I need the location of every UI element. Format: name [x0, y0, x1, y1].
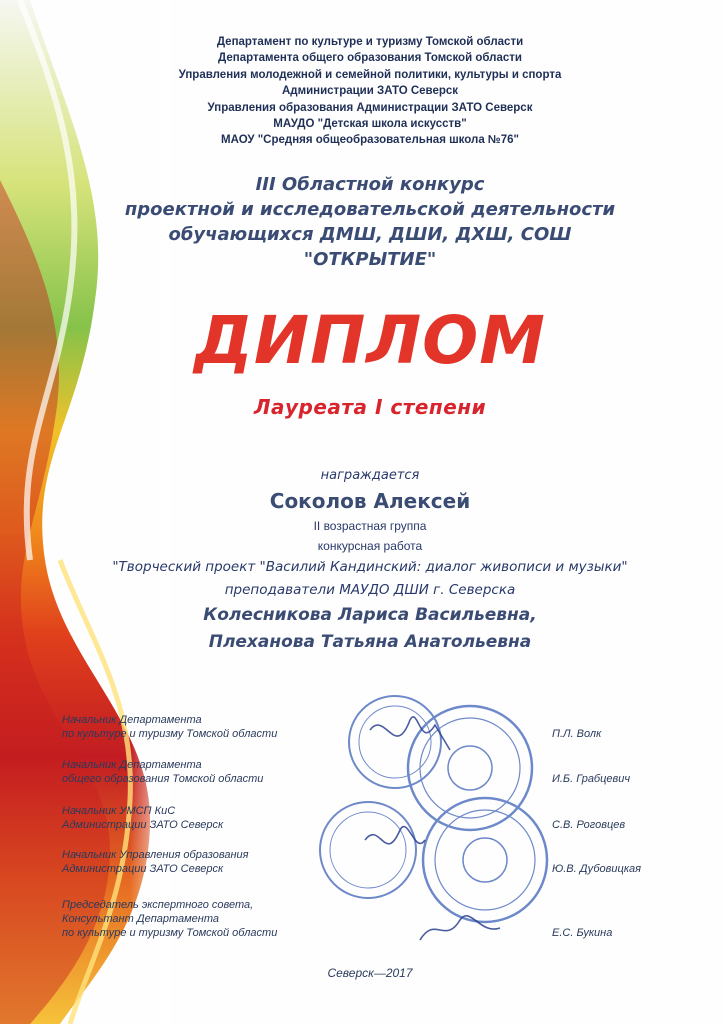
- signatory-position: [62, 848, 362, 876]
- teacher-name: Плеханова Татьяна Анатольевна: [208, 632, 532, 652]
- signatory-name: Ю.В. Дубовицкая: [552, 863, 642, 875]
- organizer-line: Управления молодежной и семейной политики, культуры и спорта: [178, 68, 562, 81]
- work-title: "Творческий проект "Василий Кандинский: диалог живописи и музыки": [112, 559, 628, 575]
- awardee-name: Соколов Алексей: [269, 489, 471, 513]
- signatory-position-line: по культуре и туризму Томской области: [62, 927, 278, 939]
- organizer-line: Администрации ЗАТО Северск: [281, 85, 459, 98]
- diploma-degree: Лауреата I степени: [253, 395, 487, 419]
- signatory-position: [62, 758, 362, 786]
- signatory-position-line: общего образования Томской области: [62, 773, 264, 785]
- signatory-row: [62, 848, 662, 876]
- signatory-position-line: Администрации ЗАТО Северск: [62, 863, 224, 875]
- awarded-label: награждается: [320, 468, 420, 483]
- contest-name: "ОТКРЫТИЕ": [303, 249, 437, 270]
- signatory-position: [62, 898, 362, 940]
- teacher-name: Колесникова Лариса Васильевна,: [203, 605, 537, 625]
- organizer-line: МАОУ "Средняя общеобразовательная школа №76": [220, 134, 519, 147]
- organizer-line: МАУДО "Детская школа искусств": [273, 118, 467, 131]
- contest-title-line: проектной и исследовательской деятельности: [124, 199, 616, 220]
- place-and-year: Северск—2017: [327, 966, 413, 980]
- signatory-row: [62, 804, 662, 832]
- diploma-title: ДИПЛОМ: [194, 302, 546, 379]
- signatory-position-line: Начальник Управления образования: [62, 849, 249, 861]
- work-label: конкурсная работа: [317, 539, 423, 553]
- signatory-row: [62, 758, 662, 786]
- signatory-name: И.Б. Грабцевич: [552, 773, 631, 785]
- contest-title-line: обучающихся ДМШ, ДШИ, ДХШ, СОШ: [168, 224, 572, 245]
- teachers-label: преподаватели МАУДО ДШИ г. Северска: [224, 582, 516, 598]
- age-group: II возрастная группа: [313, 519, 427, 533]
- signatory-position-line: Начальник УМСП КиС: [62, 805, 176, 817]
- organizer-line: Управления образования Администрации ЗАТО Северск: [207, 101, 533, 114]
- organizer-line: Департамент по культуре и туризму Томской области: [216, 36, 524, 48]
- signatory-name: Е.С. Букина: [552, 927, 613, 939]
- organizers-header: [120, 34, 620, 149]
- signatory-position: [62, 804, 362, 832]
- signatory-name: С.В. Роговцев: [552, 819, 626, 831]
- signatory-position-line: Начальник Департамента: [62, 714, 202, 726]
- contest-title: [90, 172, 650, 272]
- contest-title-line: III Областной конкурс: [255, 174, 485, 195]
- signatory-position-line: Начальник Департамента: [62, 759, 202, 771]
- signatory-position-line: Администрации ЗАТО Северск: [62, 819, 224, 831]
- signatory-position: [62, 713, 362, 741]
- signatory-position-line: по культуре и туризму Томской области: [62, 728, 278, 740]
- signatory-row: [62, 898, 662, 940]
- signatory-name: П.Л. Волк: [552, 728, 602, 740]
- award-details: [50, 466, 690, 656]
- signatory-row: [62, 713, 662, 741]
- organizer-line: Департамента общего образования Томской области: [218, 52, 522, 65]
- signatory-position-line: Консультант Департамента: [62, 913, 220, 925]
- signatory-position-line: Председатель экспертного совета,: [62, 899, 254, 911]
